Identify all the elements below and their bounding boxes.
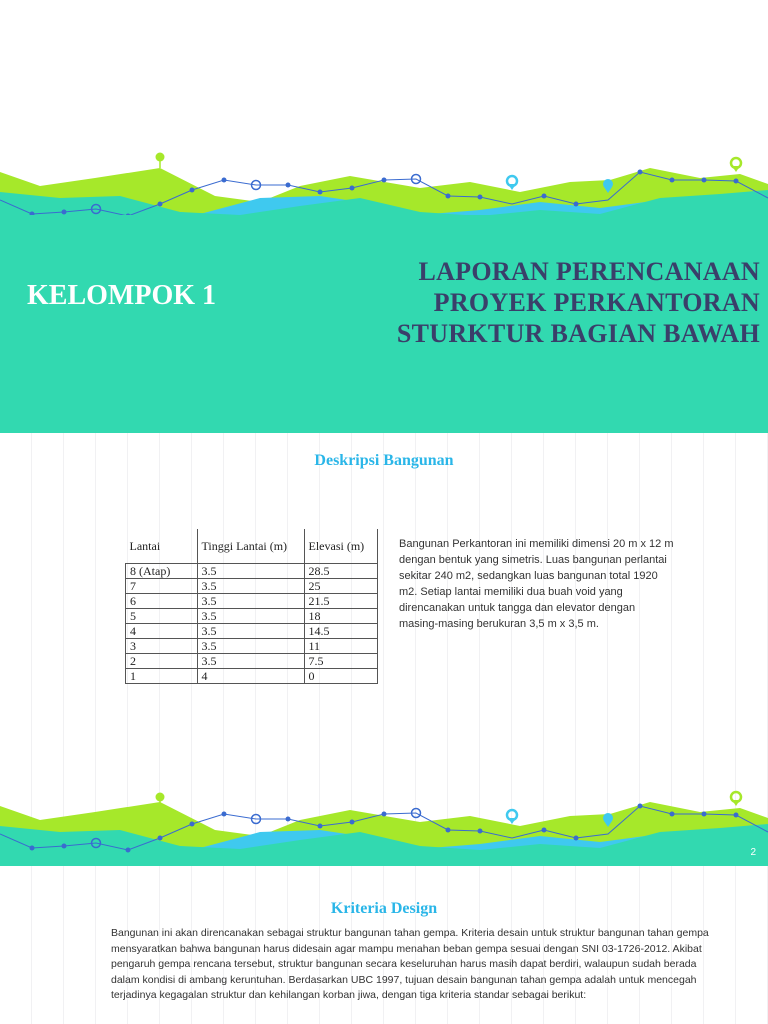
table-cell: 3.5 [197,594,304,609]
table-row [126,669,378,684]
table-cell: 2 [126,654,198,669]
table-cell: 3 [126,639,198,654]
table-header-cell: Lantai [126,529,198,564]
floor-table [125,529,378,684]
table-cell: 3.5 [197,639,304,654]
table-row [126,594,378,609]
table-header-cell: Tinggi Lantai (m) [197,529,304,564]
slide-heading: Kriteria Design [330,900,438,917]
table-cell: 7 [126,579,198,594]
table-header-row [126,529,378,564]
slide-heading: Deskripsi Bangunan [314,452,454,469]
table-cell: 3.5 [197,654,304,669]
criteria-slide [0,866,768,1024]
table-row [126,624,378,639]
title-line: LAPORAN PERENCANAAN [418,257,760,286]
table-cell: 8 (Atap) [126,564,198,579]
criteria-paragraph: Bangunan ini akan direncanakan sebagai struktur bangunan tahan gempa. Kriteria desain untuk struktur bangunan tahan gempa mensyaratkan bahwa bangunan harus didesain agar mampu menahan beban gempa sesuai dengan SNI 03-1726-2012. Akibat pengaruh gempa rencana tersebut, struktur bangunan secara keseluruhan harus masih dapat berdiri, walaupun sudah berada dalam kondisi di ambang keruntuhan. Berdasarkan UBC 1997, tujuan desain bangunan tahan gempa adalah untuk mencegah terjadinya kegagalan struktur dan kehilangan korban jiwa, dengan tiga kriteria standar sebagai berikut: [111,927,709,1001]
page-number: 2 [750,847,756,858]
group-label: KELOMPOK 1 [27,280,216,311]
table-row [126,579,378,594]
table-cell: 0 [304,669,377,684]
description-slide [0,433,768,866]
decorative-wave-footer [0,776,768,866]
table-header-cell: Elevasi (m) [304,529,377,564]
table-cell: 3.5 [197,579,304,594]
table-row [126,639,378,654]
building-description: Bangunan Perkantoran ini memiliki dimensi 20 m x 12 m dengan bentuk yang simetris. Luas bangunan perlantai sekitar 240 m2, sedangkan luas bangunan total 1920 m2. Setiap lantai memiliki dua buah void yang direncanakan untuk tangga dan elevator dengan masing-masing berukuran 3,5 m x 3,5 m. [399,538,674,630]
title-line: PROYEK PERKANTORAN [433,288,760,318]
table-cell: 1 [126,669,198,684]
table-row [126,609,378,624]
title-line: STURKTUR BAGIAN BAWAH [396,319,760,349]
slide-title [320,256,760,350]
table-cell: 4 [126,624,198,639]
table-cell: 28.5 [304,564,377,579]
table-cell: 4 [197,669,304,684]
table-cell: 3.5 [197,609,304,624]
table-cell: 25 [304,579,377,594]
table-cell: 6 [126,594,198,609]
table-cell: 5 [126,609,198,624]
table-cell: 3.5 [197,564,304,579]
table-cell: 21.5 [304,594,377,609]
decorative-wave-header [0,0,768,240]
table-cell: 18 [304,609,377,624]
table-cell: 7.5 [304,654,377,669]
table-cell: 14.5 [304,624,377,639]
table-row [126,564,378,579]
table-cell: 11 [304,639,377,654]
table-row [126,654,378,669]
table-cell: 3.5 [197,624,304,639]
title-slide [0,0,768,433]
